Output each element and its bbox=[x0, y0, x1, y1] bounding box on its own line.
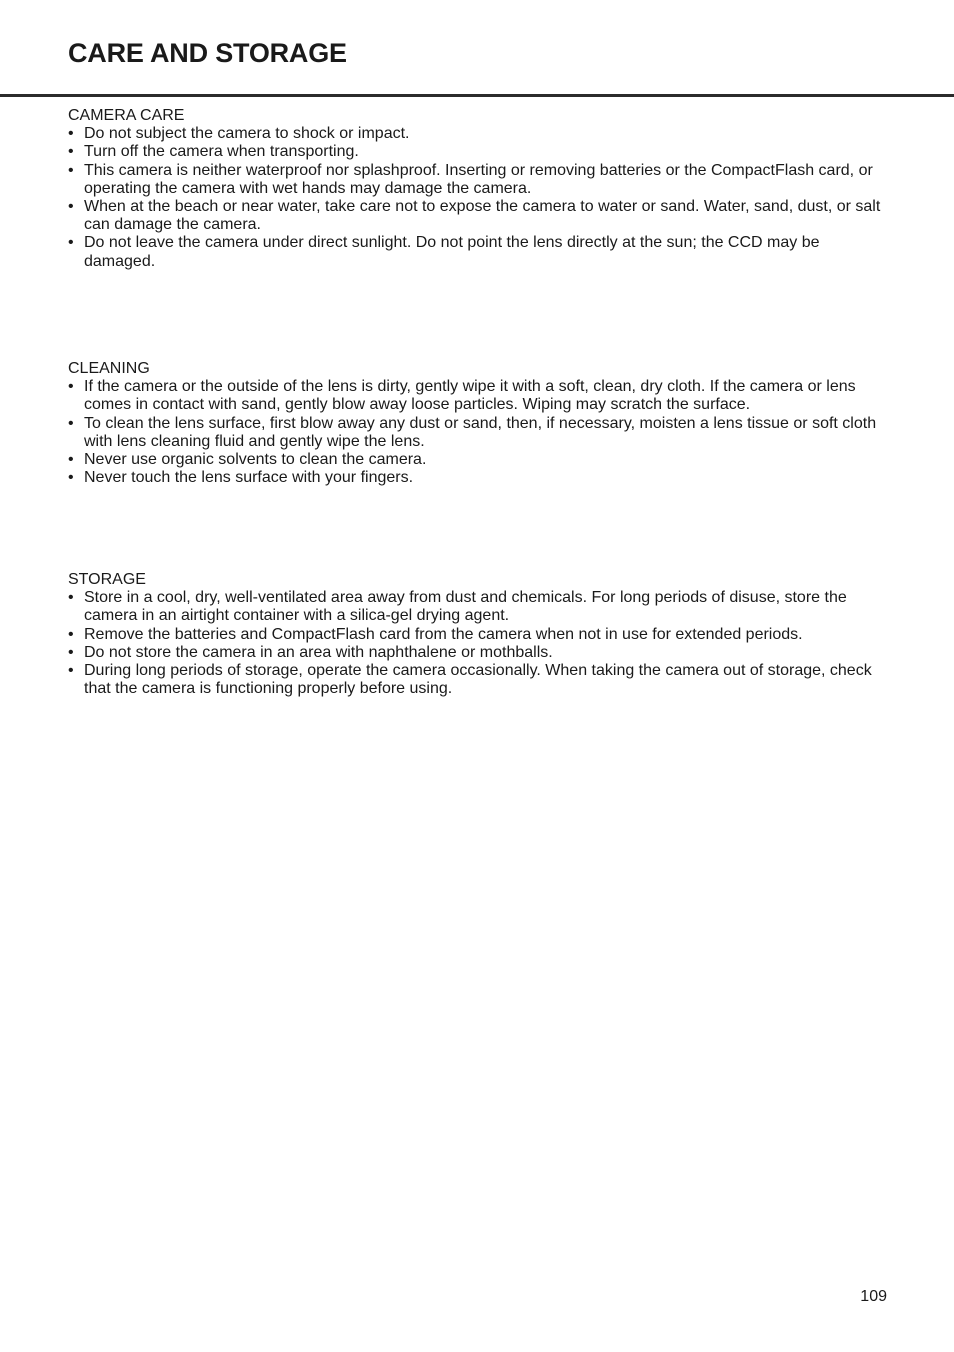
title-divider bbox=[0, 94, 954, 97]
list-item: • This camera is neither waterproof nor splashproof. Inserting or removing batteries or the CompactFlash card, or operating the camera with wet hands may damage the camera. bbox=[68, 161, 873, 197]
list-item: • During long periods of storage, operate the camera occasionally. When taking the camera out of storage, check that the camera is functioning properly before using. bbox=[68, 662, 872, 698]
camera-care-list bbox=[68, 125, 890, 271]
list-item: • If the camera or the outside of the lens is dirty, gently wipe it with a soft, clean, dry cloth. If the camera or lens comes in contact with sand, gently blow away loose particles. Wiping may scratch the surface. bbox=[68, 378, 856, 414]
list-item: • Never use organic solvents to clean the camera. bbox=[68, 451, 427, 469]
bullet: • bbox=[68, 625, 74, 643]
list-item: • Do not leave the camera under direct sunlight. Do not point the lens directly at the sun; the CCD may be damaged. bbox=[68, 234, 820, 270]
bullet: • bbox=[68, 662, 74, 680]
list-item: • Remove the batteries and CompactFlash card from the camera when not in use for extended periods. bbox=[68, 625, 803, 643]
list-item: • To clean the lens surface, first blow away any dust or sand, then, if necessary, moisten a lens tissue or soft cloth with lens cleaning fluid and gently wipe the lens. bbox=[68, 414, 877, 450]
bullet: • bbox=[68, 125, 74, 143]
section-heading-storage: STORAGE bbox=[68, 571, 146, 588]
section-camera-care bbox=[68, 107, 890, 271]
bullet: • bbox=[68, 414, 74, 432]
section-storage bbox=[68, 571, 890, 698]
list-item: • Do not subject the camera to shock or impact. bbox=[68, 125, 410, 143]
list-item: • Store in a cool, dry, well-ventilated area away from dust and chemicals. For long periods of disuse, store the camera in an airtight container with a silica-gel drying agent. bbox=[68, 589, 847, 625]
list-item: • Never touch the lens surface with your fingers. bbox=[68, 469, 414, 487]
section-heading-camera-care: CAMERA CARE bbox=[68, 107, 185, 124]
bullet: • bbox=[68, 469, 74, 487]
storage-list bbox=[68, 589, 890, 698]
bullet: • bbox=[68, 589, 74, 607]
cleaning-list bbox=[68, 378, 890, 487]
bullet: • bbox=[68, 143, 74, 161]
bullet: • bbox=[68, 234, 74, 252]
bullet: • bbox=[68, 161, 74, 179]
section-cleaning bbox=[68, 360, 890, 487]
list-item: • Do not store the camera in an area with naphthalene or mothballs. bbox=[68, 643, 553, 661]
bullet: • bbox=[68, 198, 74, 216]
bullet: • bbox=[68, 643, 74, 661]
bullet: • bbox=[68, 378, 74, 396]
page-number: 109 bbox=[860, 1288, 887, 1305]
section-heading-cleaning: CLEANING bbox=[68, 360, 150, 377]
page-title: CARE AND STORAGE bbox=[68, 38, 347, 68]
bullet: • bbox=[68, 451, 74, 469]
list-item: • Turn off the camera when transporting. bbox=[68, 143, 359, 161]
list-item: • When at the beach or near water, take care not to expose the camera to water or sand. Water, sand, dust, or salt can damage the camera. bbox=[68, 198, 881, 234]
